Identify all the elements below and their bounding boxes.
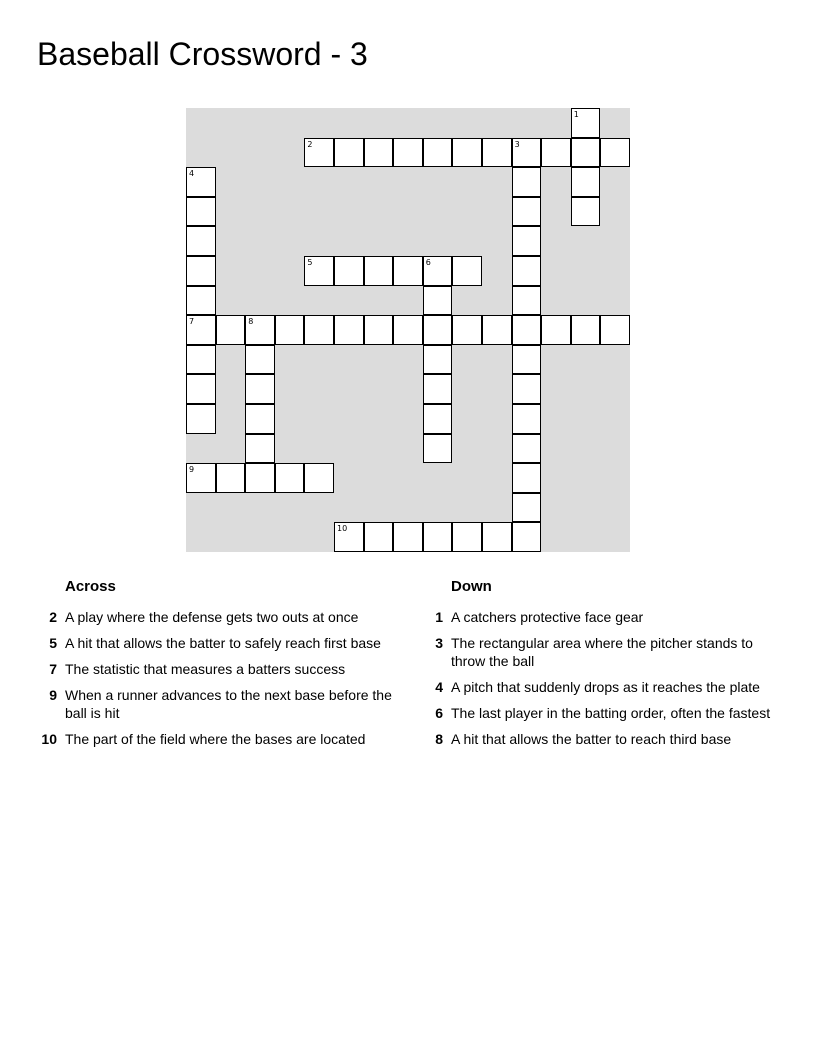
grid-cell[interactable]	[393, 256, 423, 286]
grid-cell[interactable]	[512, 404, 542, 434]
across-heading: Across	[65, 578, 116, 595]
grid-cell[interactable]	[423, 138, 453, 168]
grid-cell[interactable]	[512, 345, 542, 375]
grid-cell[interactable]	[186, 404, 216, 434]
cell-number: 5	[307, 258, 313, 267]
clue-number: 10	[41, 731, 57, 747]
grid-cell[interactable]	[512, 256, 542, 286]
cell-number: 3	[514, 139, 520, 149]
grid-cell[interactable]	[423, 315, 453, 345]
grid-cell[interactable]	[186, 226, 216, 256]
grid-cell[interactable]	[186, 345, 216, 375]
clue-across	[35, 634, 395, 652]
cell-number: 7	[189, 317, 195, 327]
clue-number: 3	[435, 635, 443, 651]
grid-cell[interactable]	[571, 138, 601, 168]
grid-cell[interactable]	[245, 374, 275, 404]
grid-cell[interactable]	[393, 315, 423, 345]
clue-down	[421, 704, 781, 722]
clue-text: The statistic that measures a batters success	[65, 661, 346, 677]
grid-cell[interactable]	[304, 315, 334, 345]
grid-cell[interactable]	[541, 315, 571, 345]
clue-down	[421, 730, 781, 748]
cell-number: 1	[573, 110, 579, 119]
grid-cell[interactable]	[304, 256, 334, 286]
grid-cell[interactable]	[512, 434, 542, 464]
grid-cell[interactable]	[186, 315, 216, 345]
clue-across	[35, 660, 395, 678]
clue-across	[35, 730, 395, 748]
grid-cell[interactable]	[364, 522, 394, 552]
cell-number: 8	[248, 317, 254, 327]
grid-cell[interactable]	[423, 434, 453, 464]
clue-number: 9	[49, 687, 57, 703]
clue-text: When a runner advances to the next base before the ball is hit	[65, 687, 392, 721]
grid-cell[interactable]	[482, 138, 512, 168]
grid-cell[interactable]	[334, 315, 364, 345]
grid-cell[interactable]	[452, 138, 482, 168]
grid-cell[interactable]	[512, 286, 542, 316]
grid-cell[interactable]	[423, 374, 453, 404]
grid-cell[interactable]	[186, 374, 216, 404]
cell-number: 6	[425, 258, 431, 267]
grid-cell[interactable]	[571, 108, 601, 138]
clue-number: 4	[435, 679, 443, 695]
clue-number: 5	[49, 635, 57, 651]
clue-text: A play where the defense gets two outs at once	[65, 609, 359, 625]
grid-cell[interactable]	[423, 522, 453, 552]
grid-cell[interactable]	[393, 138, 423, 168]
grid-cell[interactable]	[364, 315, 394, 345]
grid-cell[interactable]	[512, 522, 542, 552]
clue-number: 1	[435, 609, 443, 625]
grid-cell[interactable]	[364, 256, 394, 286]
clue-text: The last player in the batting order, often the fastest	[451, 705, 771, 721]
clue-down	[421, 634, 781, 670]
grid-cell[interactable]	[482, 522, 512, 552]
grid-cell[interactable]	[245, 315, 275, 345]
grid-cell[interactable]	[245, 345, 275, 375]
grid-cell[interactable]	[393, 522, 423, 552]
grid-cell[interactable]	[423, 286, 453, 316]
grid-cell[interactable]	[186, 167, 216, 197]
grid-cell[interactable]	[304, 138, 334, 168]
across-clues	[35, 576, 395, 756]
cell-number: 9	[189, 465, 195, 475]
cell-number: 4	[189, 169, 195, 179]
grid-cell[interactable]	[512, 226, 542, 256]
grid-cell[interactable]	[334, 138, 364, 168]
grid-cell[interactable]	[482, 315, 512, 345]
clue-number: 2	[49, 609, 57, 625]
grid-cell[interactable]	[571, 197, 601, 227]
clue-text: The rectangular area where the pitcher stands to throw the ball	[451, 635, 753, 669]
grid-cell[interactable]	[600, 138, 630, 168]
grid-cell[interactable]	[275, 315, 305, 345]
grid-cell[interactable]	[600, 315, 630, 345]
grid-cell[interactable]	[452, 315, 482, 345]
cell-number: 10	[337, 524, 348, 534]
clue-down	[421, 678, 781, 696]
grid-cell[interactable]	[423, 256, 453, 286]
clue-number: 8	[435, 731, 443, 747]
grid-cell[interactable]	[512, 463, 542, 493]
grid-cell[interactable]	[334, 522, 364, 552]
grid-cell[interactable]	[571, 315, 601, 345]
grid-cell[interactable]	[452, 522, 482, 552]
grid-cell[interactable]	[186, 197, 216, 227]
clue-text: The part of the field where the bases are located	[65, 731, 366, 747]
clue-down	[421, 608, 781, 626]
grid-cell[interactable]	[186, 286, 216, 316]
down-heading: Down	[451, 578, 492, 595]
down-clues	[421, 576, 781, 756]
grid-cell[interactable]	[423, 345, 453, 375]
grid-cell[interactable]	[512, 493, 542, 523]
grid-cell[interactable]	[364, 138, 394, 168]
grid-cell[interactable]	[216, 463, 246, 493]
grid-cell[interactable]	[452, 256, 482, 286]
grid-cell[interactable]	[512, 138, 542, 168]
grid-cell[interactable]	[512, 315, 542, 345]
page-title: Baseball Crossword - 3	[37, 36, 368, 72]
grid-cell[interactable]	[304, 463, 334, 493]
grid-cell[interactable]	[512, 374, 542, 404]
clue-number: 7	[49, 661, 57, 677]
crossword-grid	[186, 108, 630, 552]
grid-cell[interactable]	[334, 256, 364, 286]
clue-number: 6	[435, 705, 443, 721]
grid-cell[interactable]	[186, 463, 216, 493]
grid-cell[interactable]	[186, 256, 216, 286]
clue-text: A hit that allows the batter to reach third base	[451, 731, 732, 747]
grid-cell[interactable]	[275, 463, 305, 493]
clue-text: A hit that allows the batter to safely reach first base	[65, 635, 381, 651]
grid-cell[interactable]	[571, 167, 601, 197]
grid-cell[interactable]	[245, 434, 275, 464]
grid-cell[interactable]	[423, 404, 453, 434]
grid-cell[interactable]	[245, 404, 275, 434]
grid-cell[interactable]	[541, 138, 571, 168]
grid-cell[interactable]	[245, 463, 275, 493]
grid-cell[interactable]	[512, 167, 542, 197]
clue-text: A catchers protective face gear	[451, 609, 644, 625]
grid-cell[interactable]	[216, 315, 246, 345]
clue-across	[35, 608, 395, 626]
grid-cell[interactable]	[512, 197, 542, 227]
cell-number: 2	[307, 139, 313, 149]
clue-across	[35, 686, 395, 722]
clue-text: A pitch that suddenly drops as it reaches the plate	[451, 679, 760, 695]
